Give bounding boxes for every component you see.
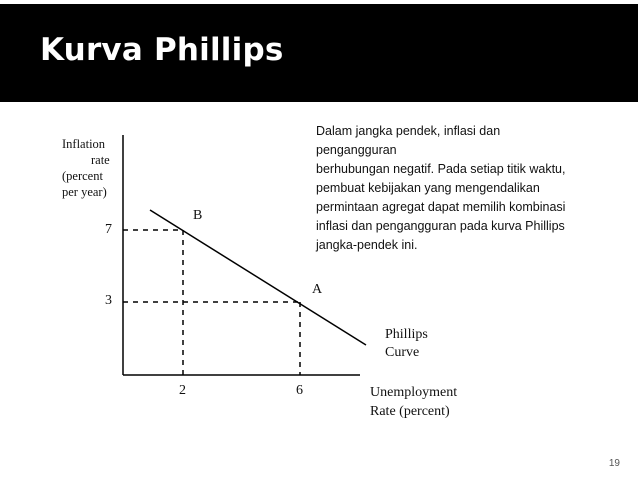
y-axis-label [62,136,110,200]
y-tick-label: 7 [105,222,112,237]
y-axis-label-line: Inflation [62,137,106,151]
y-tick-label: 3 [105,293,112,308]
x-axis-label [370,383,457,421]
x-tick-label: 2 [179,383,186,398]
curve-label [385,326,428,362]
y-axis-label-line: (percent [62,169,103,183]
point-a-label: A [312,282,323,297]
page-number: 19 [608,458,620,469]
x-axis-label-line: Rate (percent) [370,404,450,419]
explanation-text [316,122,616,255]
explanation-line: pembuat kebijakan yang mengendalikan [316,181,540,195]
x-tick-label: 6 [296,383,303,398]
explanation-line: Dalam jangka pendek, inflasi dan [316,124,501,138]
explanation-line: inflasi dan pengangguran pada kurva Phillips [316,219,565,233]
slide-title: Kurva Phillips [40,32,284,68]
point-b-label: B [193,208,203,223]
explanation-line: permintaan agregat dapat memilih kombinasi [316,200,566,214]
x-axis-label-line: Unemployment [370,385,458,400]
y-axis-label-line: rate [91,153,110,167]
y-axis-label-line: per year) [62,185,107,199]
curve-label-line: Phillips [385,327,428,342]
explanation-line: pengangguran [316,143,397,157]
curve-label-line: Curve [385,345,420,360]
explanation-line: jangka-pendek ini. [316,238,418,252]
explanation-line: berhubungan negatif. Pada setiap titik waktu, [316,162,566,176]
